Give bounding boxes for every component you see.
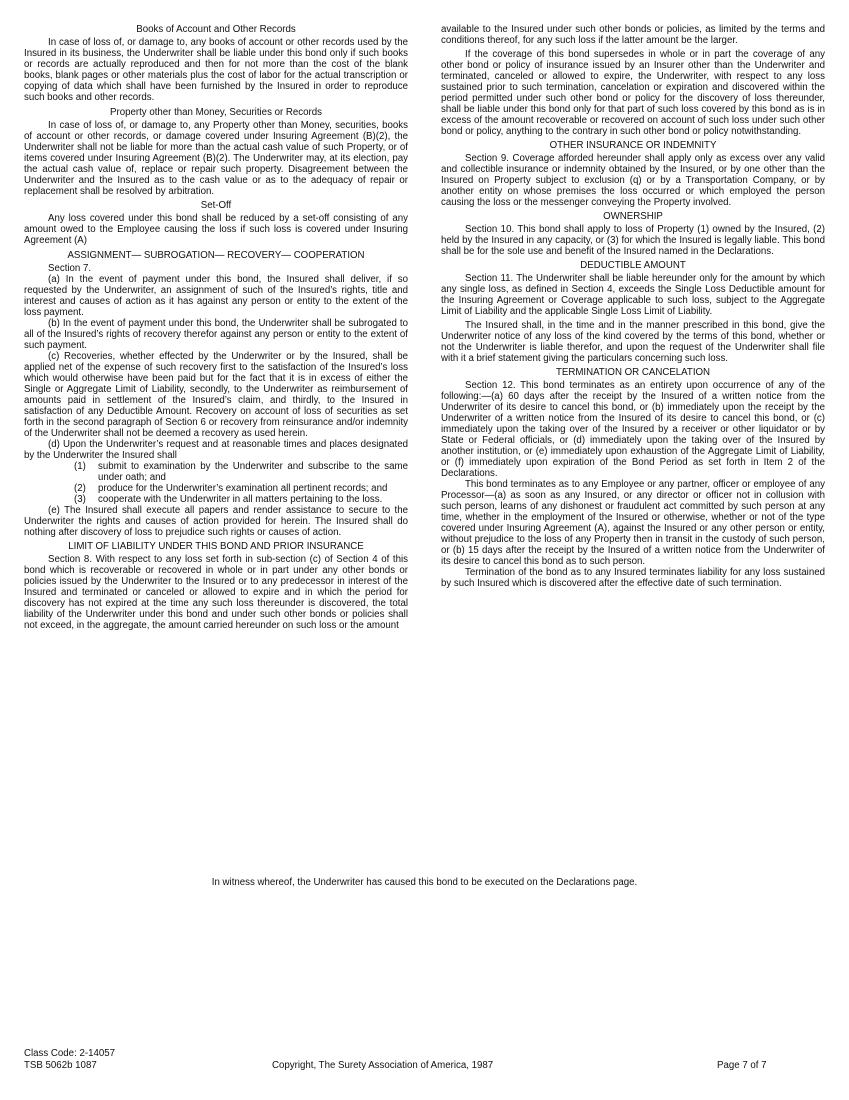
- paragraph-insured-termination: Termination of the bond as to any Insured terminates liability for any loss sustained by such Insured which is discovered after the effective date of such termination.: [441, 567, 825, 589]
- paragraph-section-11: Section 11. The Underwriter shall be liable hereunder only for the amount by which any single loss, as defined in Section 4, exceeds the Single Loss Deductible amount for the Insuring Agreement or Coverage applicable to such loss, subject to the Aggregate Limit of Liability and the applicable Single Loss Limit of Liability.: [441, 273, 825, 317]
- page-number: Page 7 of 7: [717, 1060, 767, 1071]
- copyright: Copyright, The Surety Association of America, 1987: [272, 1060, 494, 1071]
- paragraph-7c: (c) Recoveries, whether effected by the Underwriter or by the Insured, shall be applied net of the expense of such recovery first to the satisfaction of the Insured’s loss which would otherwise have been paid but for the fact that it is in excess of either the Single or Aggregate Limit of Liability, secondly, to the Underwriter as reimbursement of amounts paid in settlement of the Insured’s claim, and thirdly, to the Insured in satisfaction of any Deductible Amount. Recovery on account of loss of securities as set forth in the second paragraph of Section 6 or recovery from reinsurance and/or indemnity of the Underwriter shall not be deemed a recovery as used herein.: [24, 351, 408, 439]
- paragraph-supersede: If the coverage of this bond supersedes in whole or in part the coverage of any other bond or policy of insurance issued by an Insurer other than the Underwriter and terminated, canceled or allowed to expire, the Underwriter, with respect to any loss sustained prior to such termination, cancelation or expiration and discovered within the period permitted under such other bond or policy for the discovery of loss thereunder, shall be liable under this bond only for that part of such loss covered by this bond as is in excess of the amount recoverable or recovered on account of such loss under such other bond or policy, anything to the contrary in such other bond or policy notwithstanding.: [441, 49, 825, 137]
- paragraph-employee-termination: This bond terminates as to any Employee or any partner, officer or employee of any Processor—(a) as soon as any Insured, or any director or officer not in collusion with such person, learns of any dishonest or fraudulent act committed by such person at any time, whether in the employment of the Insured or otherwise, whether or not of the type covered under Insuring Agreement (A), against the Insured or any other person or entity, without prejudice to the loss of any Property then in transit in the custody of such person, or (b) 15 days after the receipt by the Insured of a written notice from the Underwriter of its desire to cancel this bond as to such person.: [441, 479, 825, 567]
- paragraph-property-other: In case of loss of, or damage to, any Property other than Money, securities, books of account or other records, or damage covered under Insuring Agreement (B)(2), the Underwriter shall not be liable for more than the actual cash value of such Property, or of items covered under Insuring Agreement (B)(2). The Underwriter may, at its election, pay the actual cash value of, replace or repair such property. Disagreement between the Underwriter and the Insured as to the cash value or as to the adequacy of repair or replacement shall be resolved by arbitration.: [24, 120, 408, 197]
- paragraph-section-12: Section 12. This bond terminates as an entirety upon occurrence of any of the following:—(a) 60 days after the receipt by the Insured of a written notice from the Underwriter of its desire to cancel this bond, or (b) immediately upon the receipt by the Underwriter of a written notice from the Insured of its desire to cancel this bond, or (c) immediately upon the taking over of the Insured by a receiver or other liquidator or by State or Federal officials, or (d) immediately upon the taking over of the Insured by another institution, or (e) immediately upon exhaustion of the Aggregate Limit of Liability, or (f) immediately upon expiration of the Bond Period as set forth in Item 2 of the Declarations.: [441, 380, 825, 479]
- paragraph-7d: (d) Upon the Underwriter’s request and at reasonable times and places designated by the Underwriter the Insured shall: [24, 439, 408, 461]
- heading-other-insurance: OTHER INSURANCE OR INDEMNITY: [549, 140, 717, 151]
- paragraph-notice-of-loss: The Insured shall, in the time and in the manner prescribed in this bond, give the Underwriter notice of any loss of the kind covered by the terms of this bond, whether or not the Underwriter is liable therefor, and upon the request of the Underwriter shall file with it a brief statement giving the particulars concerning such loss.: [441, 320, 825, 364]
- paragraph-section-8: Section 8. With respect to any loss set forth in sub-section (c) of Section 4 of this bond which is recoverable or recovered in whole or in part under any other bonds or policies issued by the Underwriter to the Insured or to any predecessor in interest of the Insured and terminated or canceled or allowed to expire and in which the period for discovery has not expired at the time any such loss thereunder is discovered, the total liability of the Underwriter under this bond and under such other bonds or policies shall not exceed, in the aggregate, the amount carried hereunder on such loss or the amount: [24, 554, 408, 631]
- list-item-number: (3): [74, 494, 86, 505]
- heading-books-of-account: Books of Account and Other Records: [136, 24, 296, 35]
- paragraph-7a: (a) In the event of payment under this bond, the Insured shall deliver, if so requested by the Underwriter, an assignment of such of the Insured’s rights, title and interest and causes of action as it has against any person or entity to the extent of the loss payment.: [24, 274, 408, 318]
- class-code: Class Code: 2-14057: [24, 1048, 116, 1059]
- list-item: [24, 461, 408, 483]
- heading-ownership: OWNERSHIP: [603, 211, 663, 222]
- paragraph-books-of-account: In case of loss of, or damage to, any books of account or other records used by the Insured in its business, the Underwriter shall be liable under this bond only if such books or records are actually reproduced and then for not more than the cost of the blank books, blank pages or other materials plus the cost of labor for the actual transcription or copying of data which shall have been furnished by the Insured in order to reproduce such books and other records.: [24, 37, 408, 103]
- list-item-text: cooperate with the Underwriter in all matters pertaining to the loss.: [98, 494, 383, 505]
- heading-property-other: Property other than Money, Securities or Records: [110, 107, 322, 118]
- witness-statement: In witness whereof, the Underwriter has caused this bond to be executed on the Declarations page.: [211, 877, 638, 888]
- heading-set-off: Set-Off: [200, 200, 232, 211]
- list-item-number: (1): [74, 461, 86, 472]
- paragraph-section-9: Section 9. Coverage afforded hereunder shall apply only as excess over any valid and collectible insurance or indemnity obtained by the Insured, or by one other than the Insured on Property subject to exclusion (q) or by a Transportation Company, or by another entity on whose premises the loss occurred or which employed the person causing the loss or the messenger conveying the Property involved.: [441, 153, 825, 208]
- list-item: [24, 494, 408, 505]
- paragraph-7e: (e) The Insured shall execute all papers and render assistance to secure to the Underwriter the rights and causes of action provided for herein. The Insured shall do nothing after discovery of loss to prejudice such rights or causes of action.: [24, 505, 408, 538]
- heading-assignment: ASSIGNMENT— SUBROGATION— RECOVERY— COOPERATION: [67, 250, 365, 261]
- paragraph-set-off: Any loss covered under this bond shall be reduced by a set-off consisting of any amount owed to the Employee causing the loss if such loss is covered under Insuring Agreement (A): [24, 213, 408, 246]
- list-item: [24, 483, 408, 494]
- list-7d-items: [24, 461, 408, 505]
- heading-deductible-amount: DEDUCTIBLE AMOUNT: [580, 260, 686, 271]
- paragraph-section-8-continued: available to the Insured under such other bonds or policies, as limited by the terms and conditions thereof, for any such loss if the latter amount be the larger.: [441, 24, 825, 46]
- left-column: [24, 24, 408, 631]
- list-item-text: submit to examination by the Underwriter and subscribe to the same under oath; and: [98, 461, 408, 483]
- heading-limit-of-liability: LIMIT OF LIABILITY UNDER THIS BOND AND PRIOR INSURANCE: [68, 541, 364, 552]
- form-number: TSB 5062b 1087: [24, 1060, 97, 1071]
- right-column: [441, 24, 825, 589]
- list-item-text: produce for the Underwriter’s examination all pertinent records; and: [98, 483, 388, 494]
- paragraph-7b: (b) In the event of payment under this bond, the Underwriter shall be subrogated to all of the Insured’s rights of recovery therefor against any person or entity to the extent of such payment.: [24, 318, 408, 351]
- paragraph-section-10: Section 10. This bond shall apply to loss of Property (1) owned by the Insured, (2) held by the Insured in any capacity, or (3) for which the Insured is legally liable. This bond shall be for the sole use and benefit of the Insured named in the Declarations.: [441, 224, 825, 257]
- paragraph-section-7: Section 7.: [48, 263, 92, 274]
- heading-termination: TERMINATION OR CANCELATION: [555, 367, 711, 378]
- footer-codes: [24, 1048, 115, 1072]
- list-item-number: (2): [74, 483, 86, 494]
